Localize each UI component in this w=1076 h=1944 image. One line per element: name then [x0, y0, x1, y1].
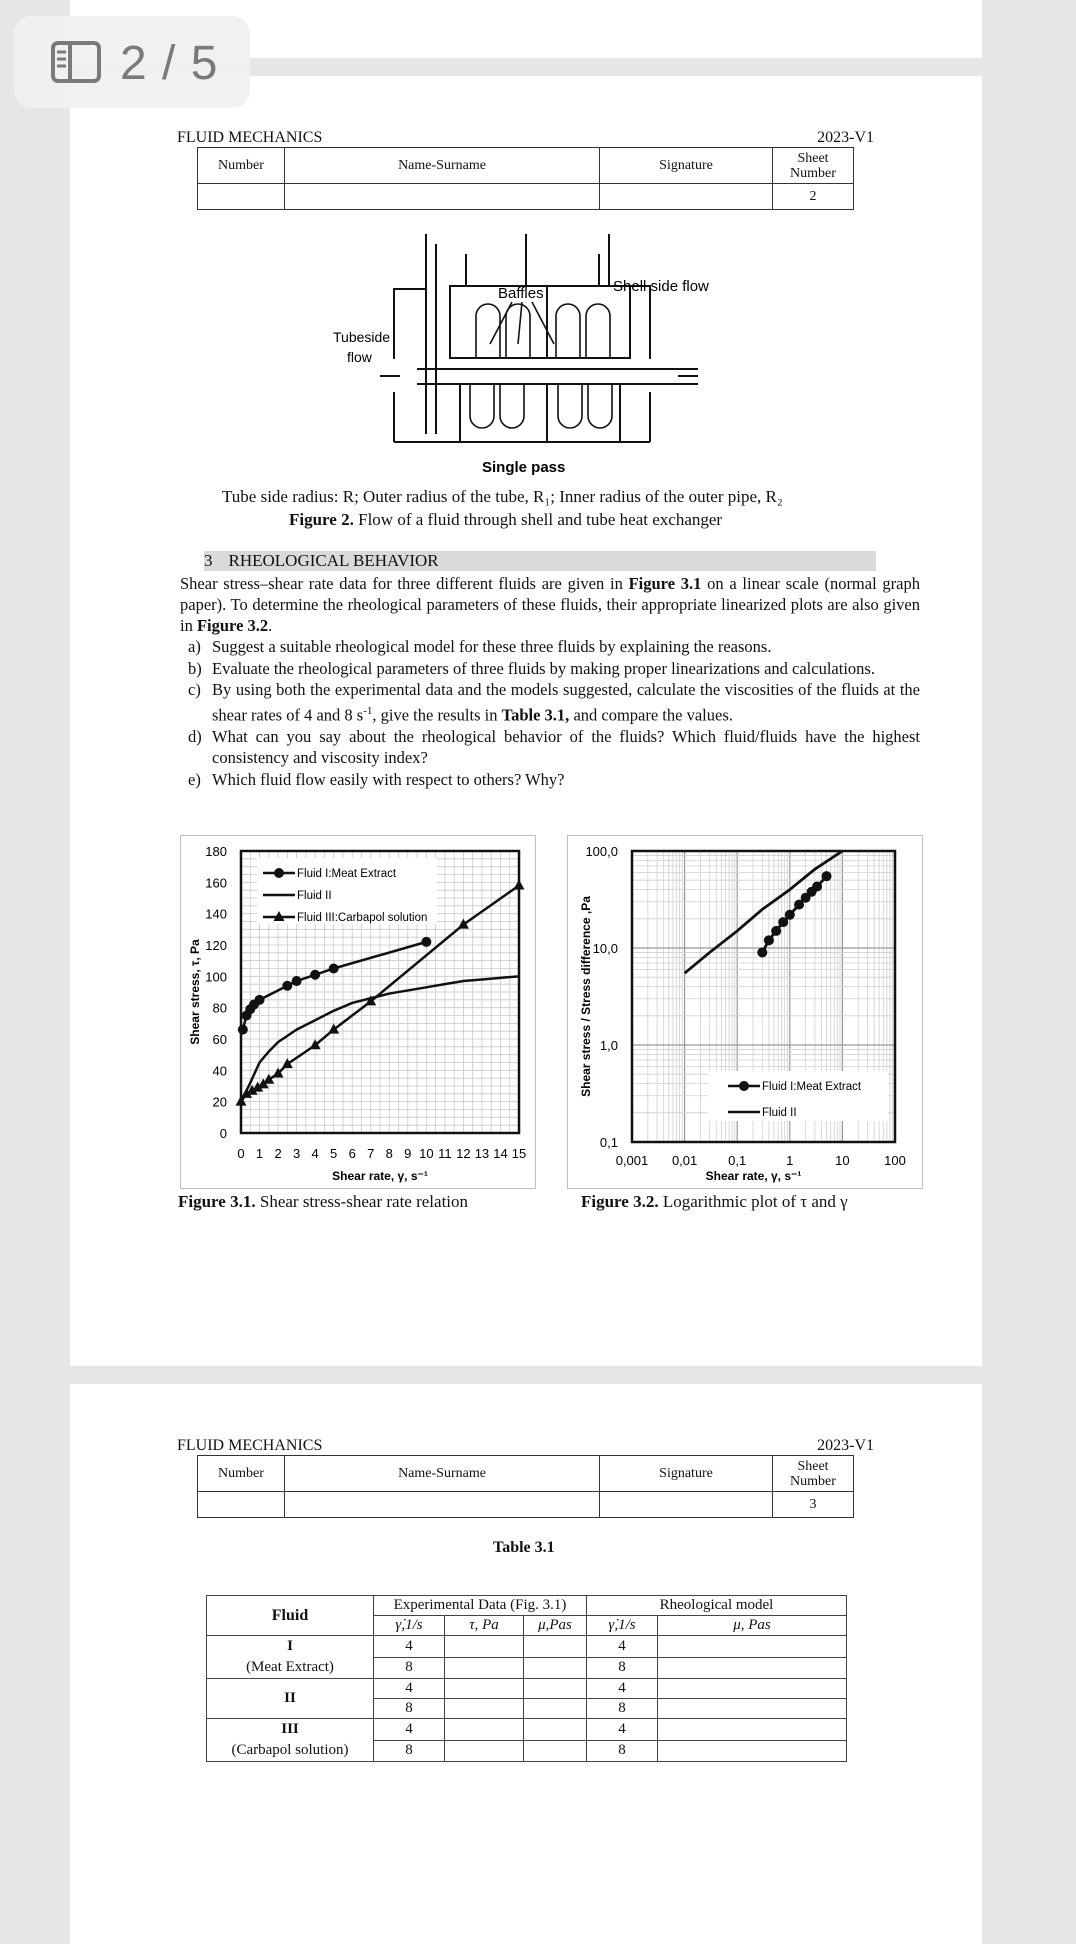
data-point [771, 926, 781, 936]
mu-input-cell[interactable] [524, 1699, 587, 1719]
page-indicator[interactable] [14, 16, 250, 108]
data-point [812, 882, 822, 892]
data-point [329, 964, 339, 974]
header-sheet-number: Sheet Number [773, 1456, 854, 1492]
legend-label: Fluid II [762, 1107, 797, 1119]
header-table [197, 147, 854, 210]
model-mu-input-cell[interactable] [658, 1679, 847, 1699]
rate-cell: 4 [374, 1679, 445, 1699]
model-mu-input-cell[interactable] [658, 1719, 847, 1741]
data-point [822, 871, 832, 881]
model-mu-input-cell[interactable] [658, 1699, 847, 1719]
document-page-2 [70, 76, 982, 1366]
course-title: FLUID MECHANICS [177, 129, 323, 146]
tube-flow-label-2: flow [347, 349, 372, 365]
series-1 [238, 937, 431, 1035]
fluid-name: I [287, 1638, 293, 1654]
intro-text: Shear stress–shear rate data for three different fluids are given in [180, 574, 629, 593]
data-point [292, 976, 302, 986]
tau-input-cell[interactable] [445, 1740, 524, 1762]
section-heading [204, 551, 876, 571]
x-tick-label: 0,1 [728, 1153, 747, 1168]
x-tick-label: 12 [456, 1146, 471, 1161]
question-list [188, 636, 920, 790]
question-a-label: a) [188, 637, 201, 656]
header-number: Number [198, 1456, 285, 1492]
x-tick-label: 11 [438, 1146, 452, 1161]
version-label: 2023-V1 [817, 129, 874, 146]
figure-3-2-text: Logarithmic plot of τ and γ [658, 1192, 848, 1211]
table-row [207, 1636, 847, 1658]
mu-input-cell[interactable] [524, 1657, 587, 1679]
tau-input-cell[interactable] [445, 1657, 524, 1679]
page-counter: 2 / 5 [120, 37, 219, 90]
legend-background [708, 1071, 888, 1121]
model-rate-cell: 8 [587, 1657, 658, 1679]
question-e-label: e) [188, 769, 201, 789]
question-d-label: d) [188, 726, 202, 746]
question-c [188, 679, 920, 726]
question-e [188, 769, 920, 791]
data-point [514, 879, 525, 889]
x-tick-label: 0,01 [671, 1153, 698, 1168]
legend-label: Fluid III:Carbapol solution [297, 912, 428, 924]
y-tick-label: 0,1 [599, 1135, 618, 1150]
fluid-subname: (Carbapol solution) [231, 1742, 349, 1758]
tau-input-cell[interactable] [445, 1699, 524, 1719]
single-pass-label: Single pass [482, 459, 566, 476]
fluid-cell [207, 1679, 374, 1719]
sheet-number-value: 3 [773, 1492, 854, 1518]
legend-label: Fluid I:Meat Extract [762, 1081, 862, 1093]
header-name-surname: Name-Surname [285, 1456, 600, 1492]
version-label: 2023-V1 [817, 1437, 874, 1454]
x-tick-label: 0 [237, 1146, 245, 1161]
x-tick-label: 9 [404, 1146, 412, 1161]
data-point [282, 1058, 293, 1068]
tau-input-cell[interactable] [445, 1719, 524, 1741]
figure-3-2-chart [568, 836, 922, 1188]
model-rate-cell: 8 [587, 1740, 658, 1762]
fluid-name: III [281, 1721, 299, 1737]
rate-subheader: γ̇,1/s [374, 1616, 445, 1636]
y-tick-label: 0 [219, 1126, 227, 1141]
model-rate-subheader: γ̇,1/s [587, 1616, 658, 1636]
y-tick-label: 10,0 [592, 941, 618, 956]
tau-subheader: τ, Pa [445, 1616, 524, 1636]
x-tick-label: 13 [474, 1146, 490, 1161]
figure-2-text: Flow of a fluid through shell and tube heat exchanger [353, 510, 723, 529]
y-tick-label: 1,0 [599, 1038, 618, 1053]
x-tick-label: 7 [367, 1146, 375, 1161]
header-signature: Signature [600, 1456, 773, 1492]
x-tick-label: 10 [835, 1153, 850, 1168]
sheet-number-value: 2 [773, 184, 854, 210]
x-axis-label: Shear rate, γ, s⁻¹ [705, 1169, 802, 1183]
course-title: FLUID MECHANICS [177, 1437, 323, 1454]
figure-3-1-caption [178, 1192, 468, 1212]
experimental-header: Experimental Data (Fig. 3.1) [374, 1596, 587, 1616]
intro-paragraph [180, 573, 920, 636]
model-rate-cell: 4 [587, 1636, 658, 1658]
signature-cell [600, 184, 773, 210]
header-signature: Signature [600, 148, 773, 184]
question-b [188, 658, 920, 680]
data-point [255, 995, 265, 1005]
signature-cell [600, 1492, 773, 1518]
figure-2-caption [289, 510, 722, 530]
legend-label: Fluid II [297, 890, 332, 902]
y-tick-label: 100,0 [585, 844, 618, 859]
rate-cell: 8 [374, 1740, 445, 1762]
x-axis-label: Shear rate, γ, s⁻¹ [332, 1169, 428, 1183]
sidebar-toggle-icon[interactable] [50, 40, 102, 84]
y-tick-label: 60 [212, 1032, 227, 1047]
data-point [421, 937, 431, 947]
fluid-cell [207, 1636, 374, 1679]
x-tick-label: 4 [311, 1146, 319, 1161]
question-c-text: By using both the experimental data and the models suggested, calculate the viscosities of the fluids at the shear rates of 4 and 8 s [212, 680, 920, 724]
x-tick-label: 15 [511, 1146, 527, 1161]
y-tick-label: 140 [205, 906, 227, 922]
question-d [188, 726, 920, 769]
question-a-text: Suggest a suitable rheological model for these three fluids by explaining the reasons. [212, 637, 772, 656]
y-axis-label: Shear stress / Stress difference ,Pa [579, 896, 593, 1097]
tau-input-cell[interactable] [445, 1636, 524, 1658]
figure-3-1-text: Shear stress-shear rate relation [255, 1192, 469, 1211]
mu-input-cell[interactable] [524, 1740, 587, 1762]
radius-caption: Tube side radius: R; Outer radius of the tube, R₁; Inner radius of the outer pipe, R₂ [222, 487, 783, 506]
name-cell [285, 1492, 600, 1518]
table-row [207, 1719, 847, 1741]
intro-text-2: on a linear scale (normal graph paper). To determine the rheological parameters of these fluids, their appropriate linearized plots are also given in [180, 574, 920, 635]
chart2-legend [708, 1071, 888, 1121]
tube-flow-label: Tubeside [333, 329, 391, 345]
y-tick-label: 20 [212, 1094, 227, 1110]
fluid-name: II [284, 1690, 296, 1706]
figure-3-2-caption [581, 1192, 848, 1212]
x-tick-label: 100 [884, 1153, 906, 1168]
fluid-header: Fluid [207, 1596, 374, 1636]
question-e-text: Which fluid flow easily with respect to others? Why? [212, 769, 565, 789]
x-tick-label: 8 [385, 1146, 393, 1161]
y-tick-label: 180 [205, 844, 227, 859]
shell-flow-label: Shell side flow [613, 278, 709, 295]
figure-3-1-ref: Figure 3.1 [628, 574, 702, 593]
legend-label: Fluid I:Meat Extract [297, 868, 397, 880]
data-point [238, 1025, 248, 1035]
header-number: Number [198, 148, 285, 184]
model-rate-cell: 8 [587, 1699, 658, 1719]
name-cell [285, 184, 600, 210]
data-point [263, 1074, 274, 1084]
fluid-subname: (Meat Extract) [246, 1659, 334, 1675]
x-tick-label: 10 [419, 1146, 434, 1161]
question-c-text-3: and compare the values. [569, 705, 733, 724]
data-point [282, 981, 292, 991]
table-3-1 [206, 1595, 847, 1762]
chart1-legend [257, 858, 437, 924]
intro-text-3: . [268, 616, 273, 635]
figure-3-2-ref: Figure 3.2 [196, 616, 269, 635]
figure-3-1-chart [181, 836, 535, 1188]
model-mu-input-cell[interactable] [658, 1740, 847, 1762]
x-tick-label: 1 [786, 1153, 794, 1168]
model-mu-input-cell[interactable] [658, 1636, 847, 1658]
model-rate-cell: 4 [587, 1719, 658, 1741]
table-3-1-ref: Table 3.1, [501, 705, 570, 724]
x-tick-label: 0,001 [615, 1153, 649, 1168]
rate-cell: 8 [374, 1699, 445, 1719]
header-name-surname: Name-Surname [285, 148, 600, 184]
y-tick-label: 100 [205, 969, 227, 985]
x-tick-label: 3 [292, 1146, 301, 1161]
figure-3-1-label: Figure 3.1. [178, 1192, 256, 1211]
rate-cell: 4 [374, 1719, 445, 1741]
header-table [197, 1455, 854, 1518]
document-page-3 [70, 1384, 982, 1944]
data-point [310, 970, 320, 980]
question-c-text-2: , give the results in [372, 705, 502, 724]
model-rate-cell: 4 [587, 1679, 658, 1699]
x-tick-label: 5 [330, 1146, 338, 1161]
data-point [764, 935, 774, 945]
fluid-cell [207, 1719, 374, 1762]
number-cell [198, 1492, 285, 1518]
model-header: Rheological model [587, 1596, 847, 1616]
y-tick-label: 80 [212, 1000, 227, 1016]
figure-3-2-label: Figure 3.2. [581, 1192, 659, 1211]
x-tick-label: 2 [274, 1146, 282, 1161]
model-mu-subheader: μ, Pas [658, 1616, 847, 1636]
legend-marker [739, 1081, 749, 1091]
rate-cell: 8 [374, 1657, 445, 1679]
question-d-text: What can you say about the rheological behavior of the fluids? Which fluid/fluids have the highest consistency and viscosity index? [212, 726, 920, 767]
y-tick-label: 120 [205, 938, 227, 953]
baffles-label: Baffles [498, 285, 544, 302]
question-c-superscript: -1 [363, 704, 373, 717]
question-b-text: Evaluate the rheological parameters of three fluids by making proper linearizations and calculations. [212, 658, 875, 678]
model-mu-input-cell[interactable] [658, 1657, 847, 1679]
rate-cell: 4 [374, 1636, 445, 1658]
table-row [207, 1679, 847, 1699]
figure-2-label: Figure 2. [289, 510, 354, 529]
tau-input-cell[interactable] [445, 1679, 524, 1699]
mu-subheader: μ,Pas [524, 1616, 587, 1636]
x-tick-label: 6 [348, 1146, 356, 1161]
number-cell [198, 184, 285, 210]
legend-marker [274, 868, 284, 878]
data-point [785, 910, 795, 920]
figure-3-2-frame [567, 835, 923, 1189]
y-tick-label: 160 [205, 875, 227, 891]
section-title: RHEOLOGICAL BEHAVIOR [228, 551, 439, 570]
y-tick-label: 40 [212, 1063, 227, 1079]
x-tick-label: 14 [493, 1146, 508, 1161]
data-point [328, 1024, 339, 1034]
mu-input-cell[interactable] [524, 1636, 587, 1658]
mu-input-cell[interactable] [524, 1679, 587, 1699]
section-number: 3 [204, 551, 213, 570]
question-a [188, 636, 920, 658]
question-b-label: b) [188, 658, 202, 678]
figure-3-1-frame [180, 835, 536, 1189]
question-c-label: c) [188, 680, 201, 699]
y-axis-label: Shear stress, τ, Pa [188, 939, 202, 1045]
mu-input-cell[interactable] [524, 1719, 587, 1741]
header-sheet-number: Sheet Number [773, 148, 854, 184]
data-point [458, 919, 469, 929]
x-tick-label: 1 [255, 1146, 264, 1161]
data-point [757, 947, 767, 957]
table-3-1-title: Table 3.1 [493, 1539, 555, 1556]
